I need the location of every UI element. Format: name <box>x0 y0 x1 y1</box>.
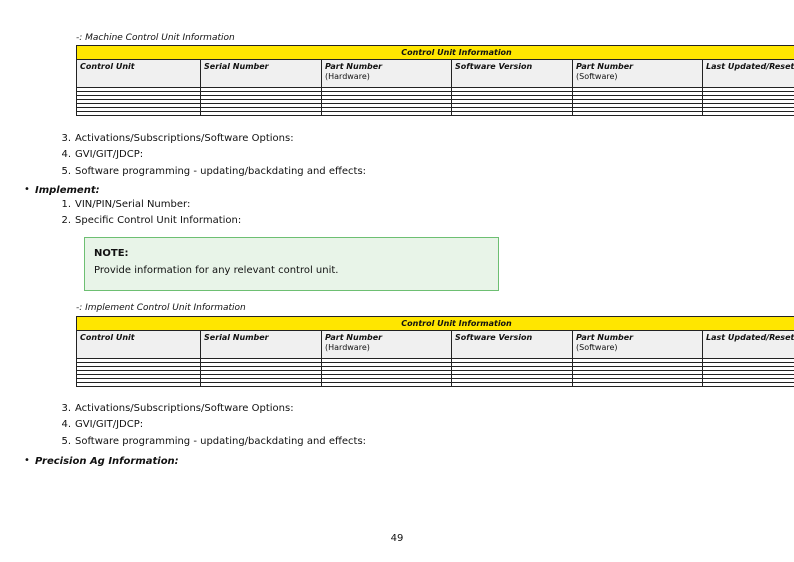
table-row[interactable] <box>77 383 794 387</box>
column-header: Software Version <box>452 60 573 88</box>
column-header: Last Updated/Reset <box>703 60 794 88</box>
column-header: Control Unit <box>77 60 201 88</box>
column-header: Serial Number <box>201 331 322 359</box>
column-header: Serial Number <box>201 60 322 88</box>
column-header: Part Number (Software) <box>573 331 703 359</box>
column-header: Part Number (Hardware) <box>322 60 452 88</box>
implement-table-caption: -: Implement Control Unit Information <box>76 303 246 313</box>
page-number: 49 <box>390 533 404 544</box>
bullet-icon: • <box>24 455 30 466</box>
note-title: NOTE: <box>94 248 129 259</box>
machine-table-caption: -: Machine Control Unit Information <box>76 33 235 43</box>
implement-control-unit-table-wrap <box>76 316 794 387</box>
machine-control-unit-table-wrap <box>76 45 794 116</box>
bullet-icon: • <box>24 184 30 195</box>
machine-control-unit-table <box>76 45 794 116</box>
column-header: Last Updated/Reset <box>703 331 794 359</box>
note-body: Provide information for any relevant control unit. <box>94 265 339 276</box>
column-header: Software Version <box>452 331 573 359</box>
implement-control-unit-table <box>76 316 794 387</box>
table-header-row <box>77 60 794 88</box>
column-header: Part Number (Software) <box>573 60 703 88</box>
column-header: Part Number (Hardware) <box>322 331 452 359</box>
note-box <box>84 237 499 291</box>
table-row[interactable] <box>77 112 794 116</box>
column-header: Control Unit <box>77 331 201 359</box>
table-banner: Control Unit Information <box>77 46 794 60</box>
table-header-row <box>77 331 794 359</box>
table-banner: Control Unit Information <box>77 317 794 331</box>
